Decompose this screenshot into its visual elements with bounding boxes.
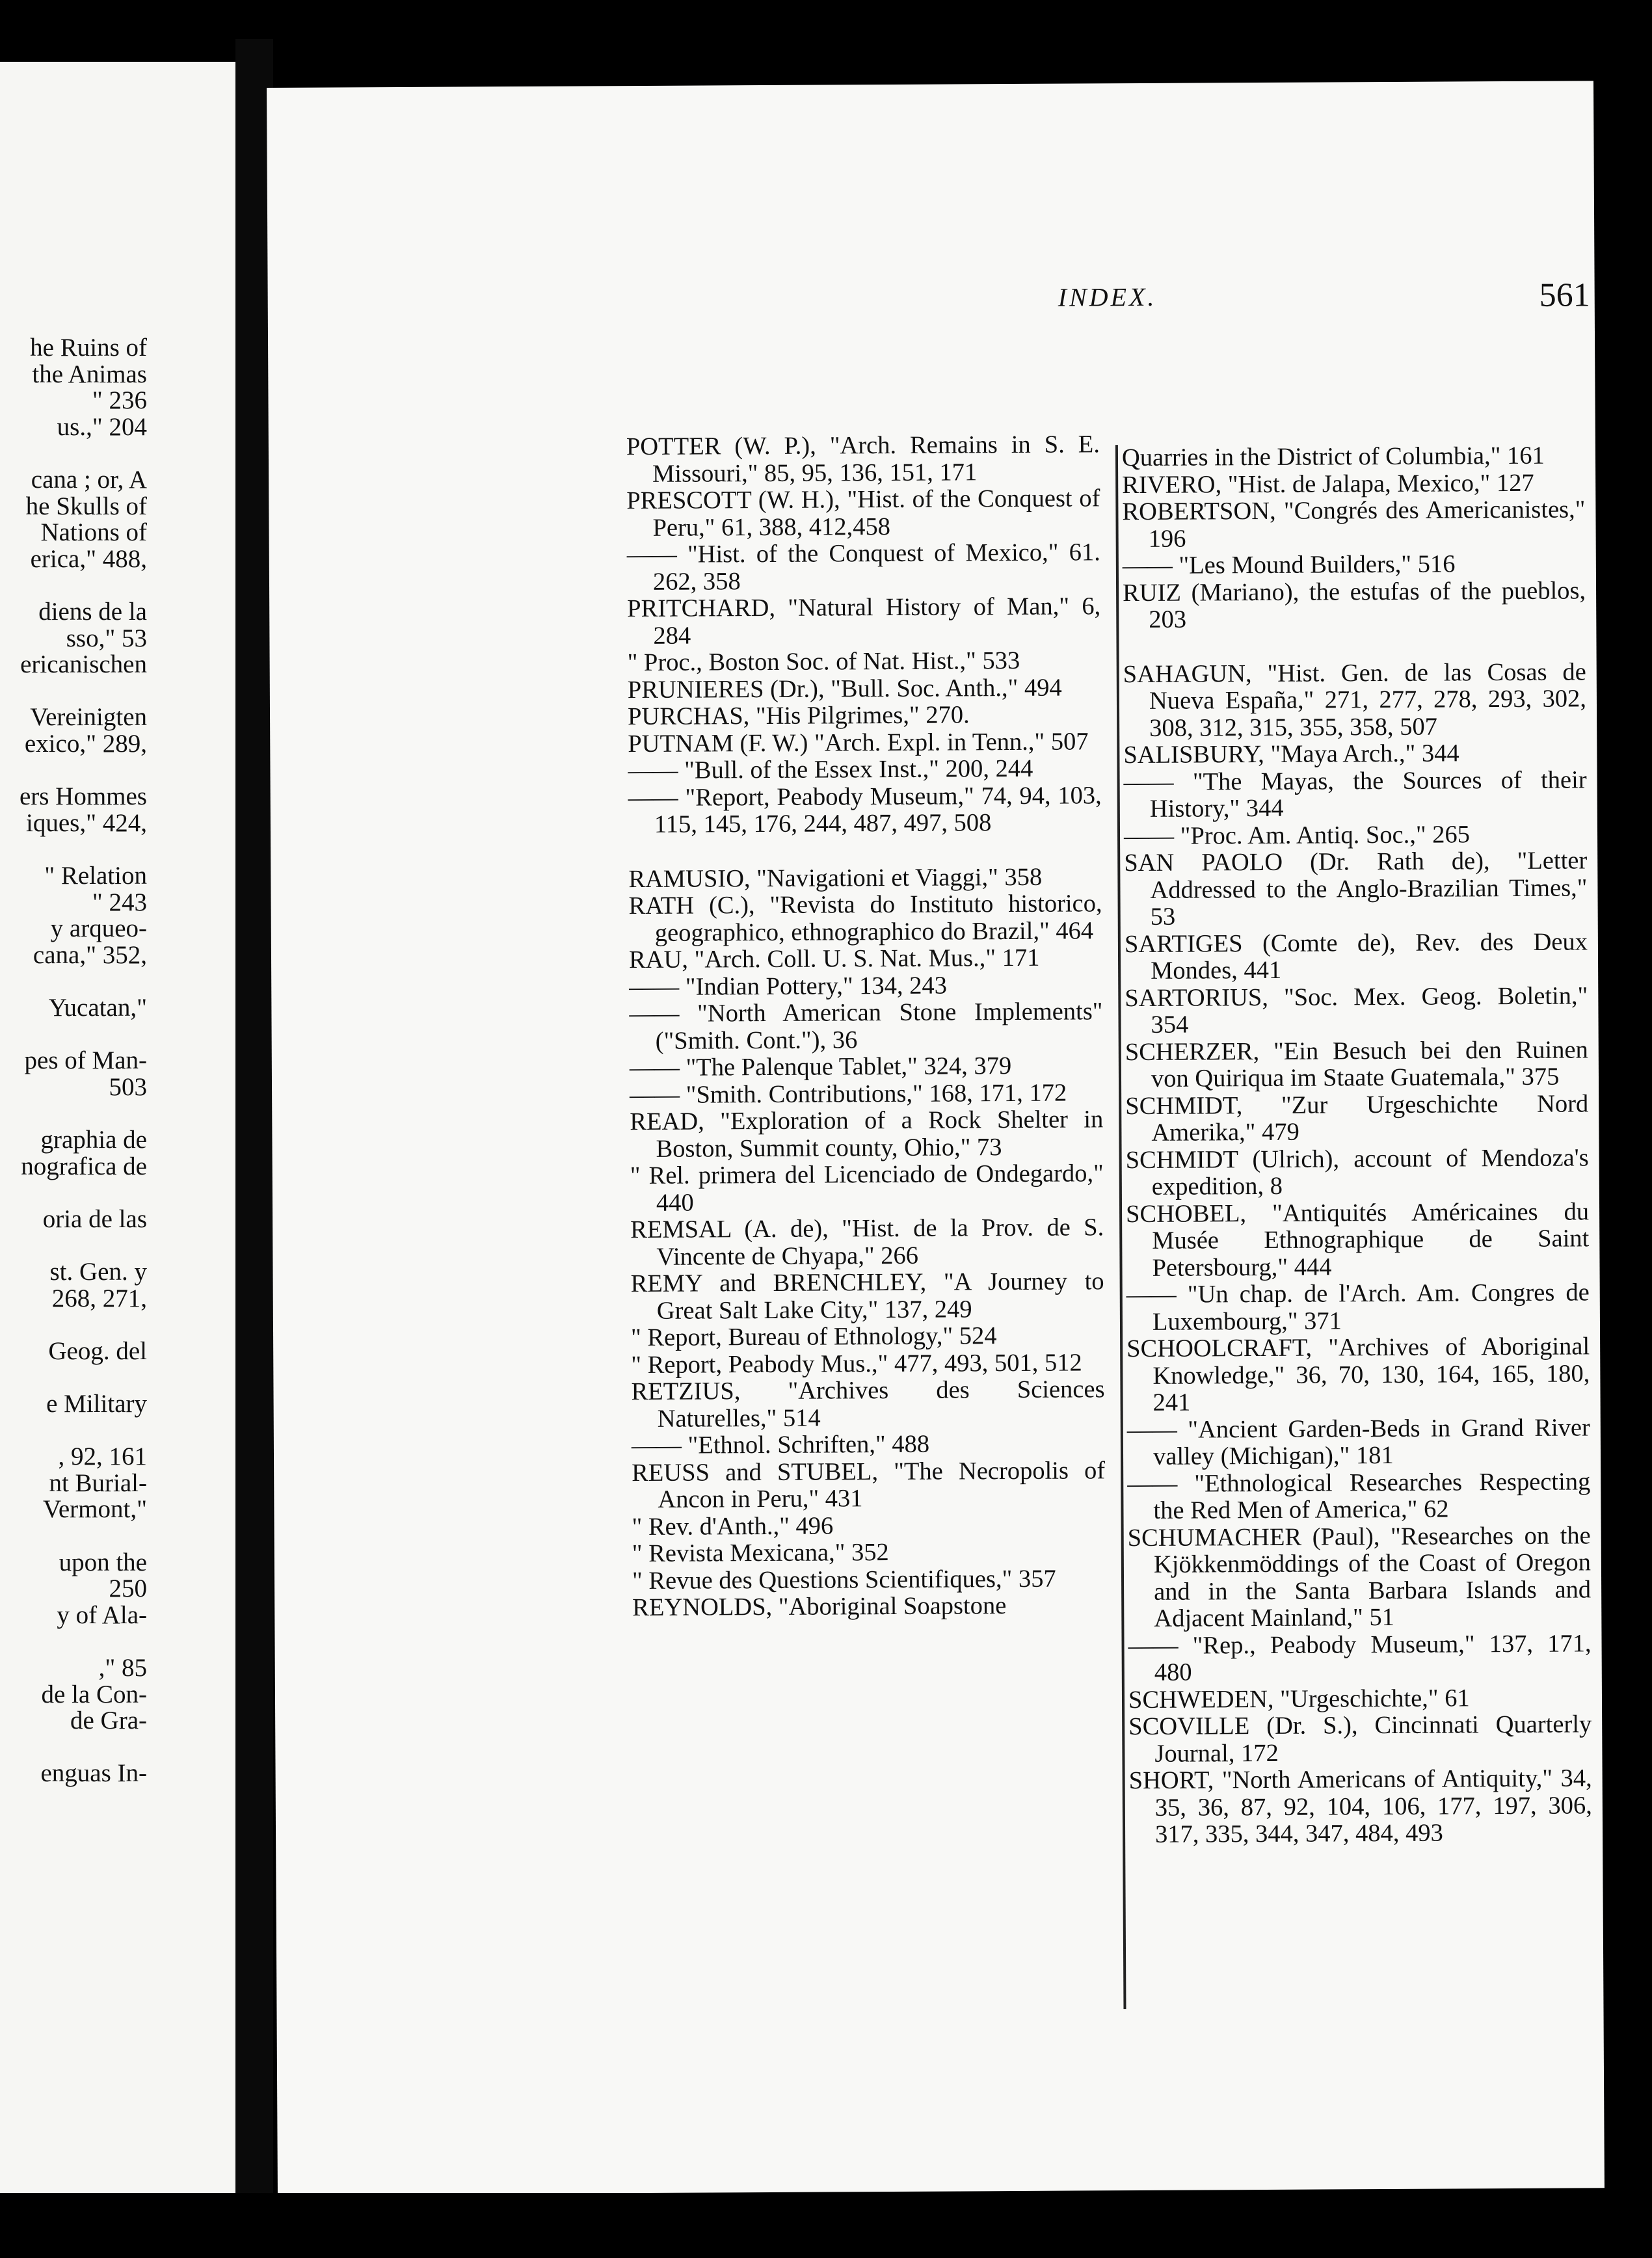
index-entry: RUIZ (Mariano), the estufas of the pueblos, 203 bbox=[1122, 576, 1586, 633]
index-entry: ROBERTSON, "Congrés des Americanistes," 196 bbox=[1122, 496, 1586, 553]
index-entry: —— "Les Mound Builders," 516 bbox=[1122, 550, 1456, 580]
index-entry: " Proc., Boston Soc. of Nat. Hist.," 533 bbox=[627, 646, 1020, 677]
facing-page-text: Geog. del bbox=[48, 1336, 147, 1365]
facing-page-text: graphia de bbox=[40, 1126, 147, 1154]
index-entry: —— "Ethnological Researches Respecting the Red Men of America," 62 bbox=[1127, 1467, 1591, 1524]
facing-page-text: y of Ala- bbox=[57, 1601, 147, 1629]
index-entry: " Report, Peabody Mus.," 477, 493, 501, 512 bbox=[631, 1348, 1082, 1379]
index-entry: PRESCOTT (W. H.), "Hist. of the Conquest of Peru," 61, 388, 412,458 bbox=[626, 485, 1100, 542]
index-entry: —— "Un chap. de l'Arch. Am. Congres de Luxembourg," 371 bbox=[1126, 1279, 1590, 1336]
index-entry: REMY and BRENCHLEY, "A Journey to Great Salt Lake City," 137, 249 bbox=[630, 1268, 1104, 1325]
facing-page-text: pes of Man- bbox=[24, 1046, 147, 1075]
facing-page-text: st. Gen. y bbox=[49, 1258, 147, 1286]
index-entry: SCHOBEL, "Antiquités Américaines du Musée Ethnographique de Saint Petersbourg," 444 bbox=[1125, 1197, 1590, 1282]
index-entry: POTTER (W. P.), "Arch. Remains in S. E. Missouri," 85, 95, 136, 151, 171 bbox=[626, 431, 1100, 488]
facing-page-text: ericanischen bbox=[20, 650, 147, 679]
facing-page-text: Vereinigten bbox=[30, 703, 147, 732]
facing-page-text: cana," 352, bbox=[33, 940, 147, 969]
index-entry: PRITCHARD, "Natural History of Man," 6, 284 bbox=[627, 592, 1101, 650]
index-entry: " Rel. primera del Licenciado de Ondegardo," 440 bbox=[630, 1160, 1104, 1217]
index-entry: RETZIUS, "Archives des Sciences Naturelles," 514 bbox=[631, 1375, 1105, 1433]
index-entry: PURCHAS, "His Pilgrimes," 270. bbox=[627, 701, 970, 731]
index-entry: —— "Indian Pottery," 134, 243 bbox=[629, 972, 948, 1001]
facing-page-text: he Skulls of bbox=[25, 492, 147, 520]
index-entry: SARTORIUS, "Soc. Mex. Geog. Boletin," 354 bbox=[1125, 981, 1588, 1039]
running-head: INDEX. bbox=[1058, 282, 1157, 312]
index-entry: SAN PAOLO (Dr. Rath de), "Letter Addressed to the Anglo-Brazilian Times," 53 bbox=[1124, 847, 1588, 931]
index-entry: RAMUSIO, "Navigationi et Viaggi," 358 bbox=[628, 863, 1043, 893]
facing-page-text: Nations of bbox=[40, 518, 147, 547]
index-entry: —— "Proc. Am. Antiq. Soc.," 265 bbox=[1123, 820, 1471, 850]
index-column-left bbox=[626, 431, 1106, 1621]
index-entry: —— "Bull. of the Essex Inst.," 200, 244 bbox=[628, 754, 1033, 785]
facing-page-text: erica," 488, bbox=[30, 544, 147, 573]
scan-border bbox=[0, 2193, 1652, 2258]
index-entry: SCOVILLE (Dr. S.), Cincinnati Quarterly Journal, 172 bbox=[1128, 1710, 1592, 1768]
index-entry: RATH (C.), "Revista do Instituto historico, geographico, ethnographico do Brazil," 464 bbox=[628, 890, 1102, 947]
facing-page-text: Yucatan," bbox=[48, 994, 147, 1022]
index-entry: " Report, Bureau of Ethnology," 524 bbox=[630, 1322, 997, 1352]
index-entry: —— "Smith. Contributions," 168, 171, 172 bbox=[630, 1079, 1067, 1109]
index-entry: " Rev. d'Anth.," 496 bbox=[632, 1511, 834, 1541]
index-entry: —— "Ethnol. Schriften," 488 bbox=[631, 1430, 930, 1460]
index-entry: RAU, "Arch. Coll. U. S. Nat. Mus.," 171 bbox=[628, 944, 1040, 974]
index-entry: READ, "Exploration of a Rock Shelter in Boston, Summit county, Ohio," 73 bbox=[630, 1106, 1104, 1163]
index-entry: REYNOLDS, "Aboriginal Soapstone bbox=[632, 1592, 1007, 1622]
facing-page-text: " 236 bbox=[92, 386, 147, 415]
index-column-right bbox=[1122, 442, 1592, 1848]
facing-page-text: exico," 289, bbox=[24, 730, 147, 758]
index-entry: RIVERO, "Hist. de Jalapa, Mexico," 127 bbox=[1122, 469, 1534, 499]
index-entry: SALISBURY, "Maya Arch.," 344 bbox=[1123, 739, 1459, 769]
facing-page-text: de Gra- bbox=[70, 1707, 147, 1735]
facing-page-text: e Military bbox=[46, 1390, 147, 1418]
index-entry: —— "North American Stone Implements" ("Smith. Cont."), 36 bbox=[629, 998, 1103, 1055]
page-number: 561 bbox=[1539, 276, 1590, 314]
index-entry: —— "Rep., Peabody Museum," 137, 171, 480 bbox=[1128, 1629, 1592, 1686]
facing-page-text: " 243 bbox=[92, 888, 147, 916]
facing-page-text: us.," 204 bbox=[57, 412, 147, 441]
facing-page-text: ," 85 bbox=[98, 1654, 147, 1682]
facing-page-text: diens de la bbox=[38, 598, 147, 626]
index-entry: —— "Report, Peabody Museum," 74, 94, 103, 115, 145, 176, 244, 487, 497, 508 bbox=[628, 781, 1102, 838]
index-entry: SCHOOLCRAFT, "Archives of Aboriginal Knowledge," 36, 70, 130, 164, 165, 180, 241 bbox=[1126, 1333, 1590, 1416]
index-entry: SCHERZER, "Ein Besuch bei den Ruinen von Quiriqua im Staate Guatemala," 375 bbox=[1125, 1035, 1588, 1093]
section-gap bbox=[628, 836, 1102, 866]
facing-page-text: cana ; or, A bbox=[31, 466, 147, 494]
facing-page-text: enguas In- bbox=[40, 1759, 147, 1788]
index-entry: —— "Hist. of the Conquest of Mexico," 61. 262, 358 bbox=[626, 538, 1100, 596]
facing-page-text: 268, 271, bbox=[51, 1284, 147, 1312]
facing-page-text: he Ruins of bbox=[30, 334, 147, 362]
facing-page-text: oria de las bbox=[42, 1204, 147, 1233]
facing-page-text: y arqueo- bbox=[50, 914, 147, 943]
facing-page-text: 503 bbox=[109, 1072, 147, 1101]
facing-page-text: Vermont," bbox=[43, 1495, 147, 1524]
index-entry: PRUNIERES (Dr.), "Bull. Soc. Anth.," 494 bbox=[627, 674, 1062, 704]
facing-page-text: 250 bbox=[109, 1574, 147, 1603]
index-entry: PUTNAM (F. W.) "Arch. Expl. in Tenn.," 507 bbox=[628, 727, 1089, 758]
section-gap bbox=[1123, 631, 1586, 661]
index-entry: SCHMIDT (Ulrich), account of Mendoza's expedition, 8 bbox=[1125, 1143, 1589, 1201]
facing-page-text: " Relation bbox=[44, 862, 147, 890]
facing-page-text: ers Hommes bbox=[19, 782, 147, 811]
facing-page-text: de la Con- bbox=[41, 1680, 147, 1708]
index-entry: SHORT, "North Americans of Antiquity," 34, 35, 36, 87, 92, 104, 106, 177, 197, 306, 317, 335, 344, 347, 484, 493 bbox=[1128, 1764, 1592, 1848]
index-page bbox=[267, 81, 1605, 2195]
facing-page-text: nografica de bbox=[21, 1152, 147, 1180]
facing-page-fragment bbox=[0, 62, 235, 2195]
index-entry: SARTIGES (Comte de), Rev. des Deux Mondes, 441 bbox=[1124, 927, 1588, 985]
facing-page-text: sso," 53 bbox=[66, 624, 147, 652]
facing-page-text: nt Burial- bbox=[49, 1468, 147, 1497]
facing-page-text: upon the bbox=[59, 1548, 147, 1576]
index-entry: Quarries in the District of Columbia," 161 bbox=[1121, 442, 1545, 472]
facing-page-text: , 92, 161 bbox=[58, 1442, 147, 1471]
index-entry: SCHUMACHER (Paul), "Researches on the Kjökkenmöddings of the Coast of Oregon and in the Santa Barbara Islands and Adjacent Mainland," 51 bbox=[1127, 1521, 1592, 1632]
facing-page-text: the Animas bbox=[32, 360, 147, 388]
index-entry: REUSS and STUBEL, "The Necropolis of Ancon in Peru," 431 bbox=[632, 1456, 1106, 1513]
index-entry: SAHAGUN, "Hist. Gen. de las Cosas de Nueva España," 271, 277, 278, 293, 302, 308, 312, 315, 355, 358, 507 bbox=[1123, 657, 1587, 742]
index-entry: REMSAL (A. de), "Hist. de la Prov. de S. Vincente de Chyapa," 266 bbox=[630, 1214, 1104, 1271]
facing-page-text: iques," 424, bbox=[26, 808, 147, 837]
index-entry: —— "Ancient Garden-Beds in Grand River valley (Michigan)," 181 bbox=[1126, 1413, 1590, 1470]
index-entry: SCHMIDT, "Zur Urgeschichte Nord Amerika," 479 bbox=[1125, 1089, 1589, 1147]
index-entry: —— "The Palenque Tablet," 324, 379 bbox=[629, 1052, 1012, 1082]
index-entry: " Revue des Questions Scientifiques," 357 bbox=[632, 1565, 1056, 1595]
index-entry: —— "The Mayas, the Sources of their History," 344 bbox=[1123, 765, 1587, 823]
index-entry: " Revista Mexicana," 352 bbox=[632, 1539, 889, 1568]
index-entry: SCHWEDEN, "Urgeschichte," 61 bbox=[1128, 1684, 1470, 1714]
